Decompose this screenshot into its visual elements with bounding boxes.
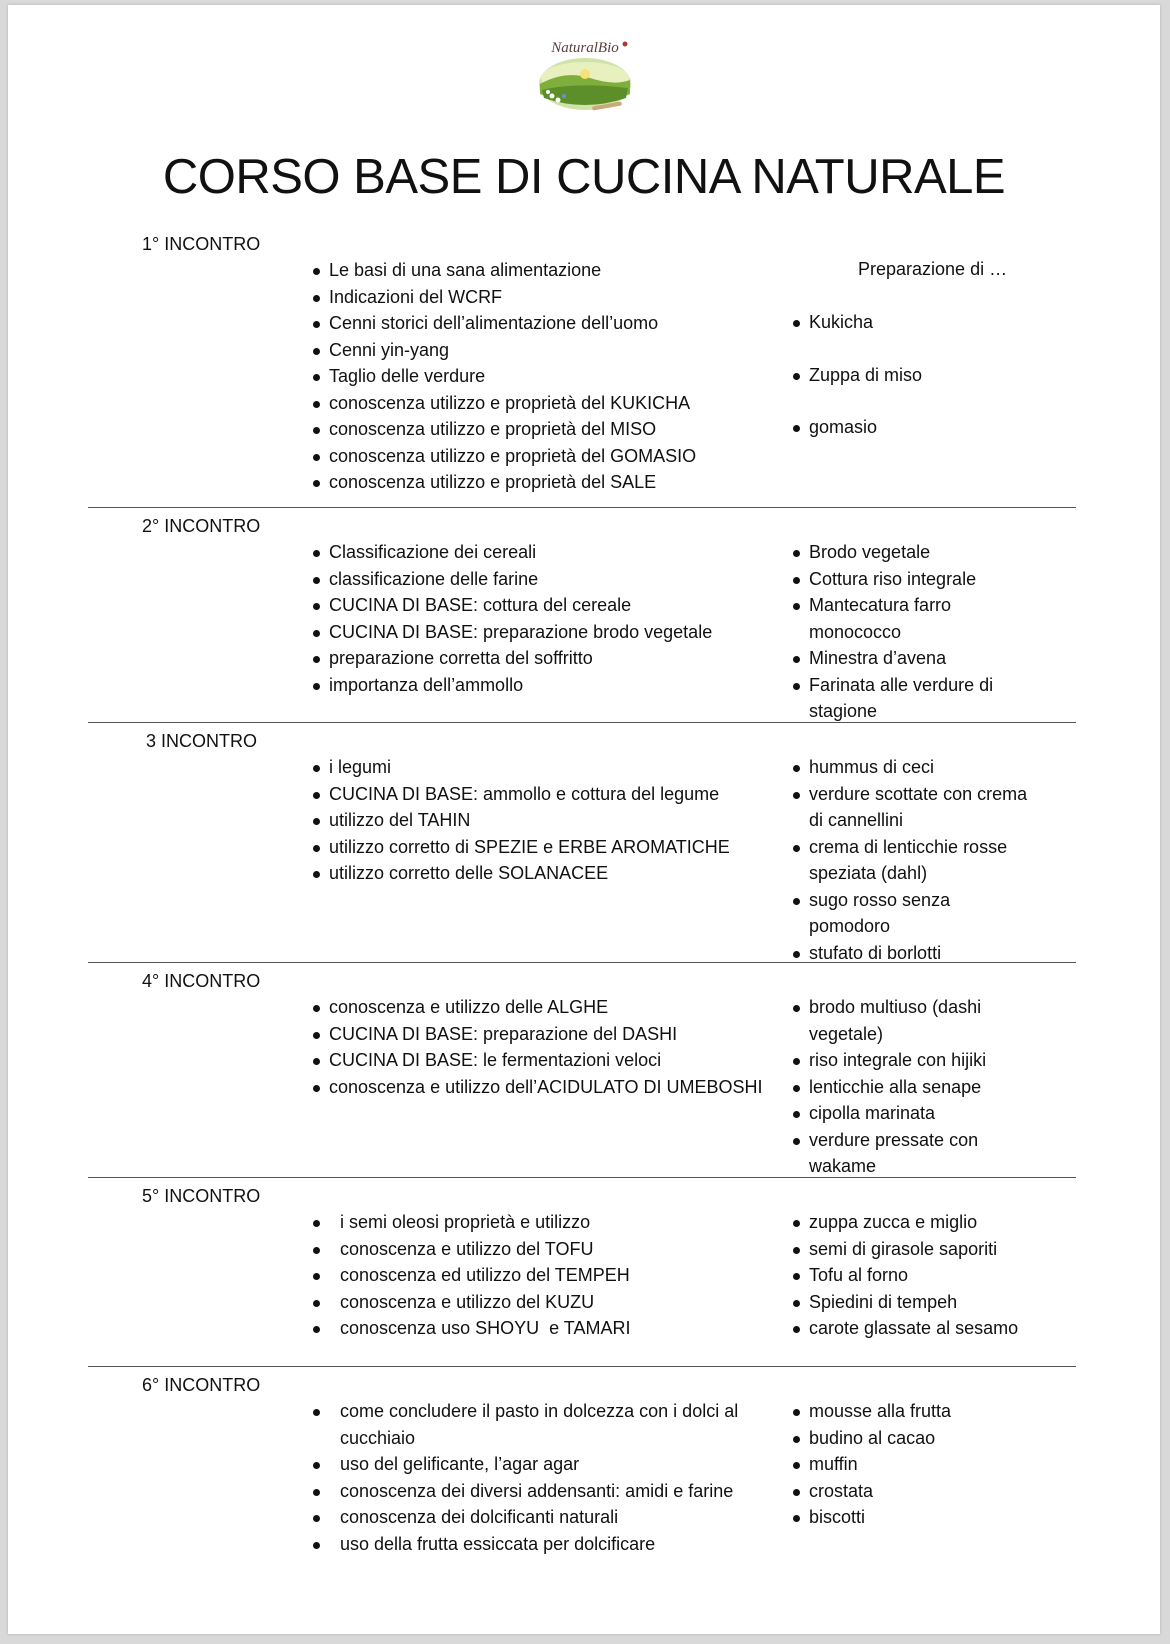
svg-text:NaturalBio: NaturalBio xyxy=(551,40,619,56)
recipe-item: Kukicha xyxy=(790,309,1030,336)
session-label: 5° INCONTRO xyxy=(142,1186,261,1206)
recipe-item: verdure pressate con wakame xyxy=(790,1127,1030,1180)
topic-item: conoscenza e utilizzo dell’ACIDULATO DI UMEBOSHI xyxy=(310,1074,763,1101)
topic-item: Classificazione dei cereali xyxy=(310,539,712,566)
recipe-item: brodo multiuso (dashi vegetale) xyxy=(790,994,1030,1047)
recipe-item: semi di girasole saporiti xyxy=(790,1236,1030,1263)
topic-item: CUCINA DI BASE: preparazione del DASHI xyxy=(310,1021,763,1048)
topic-item: classificazione delle farine xyxy=(310,566,712,593)
recipe-item: carote glassate al sesamo xyxy=(790,1315,1030,1342)
recipe-item: cipolla marinata xyxy=(790,1100,1030,1127)
topic-item: importanza dell’ammollo xyxy=(310,672,712,699)
session-label: 2° INCONTRO xyxy=(142,516,261,536)
topic-item: conoscenza e utilizzo del TOFU xyxy=(310,1236,630,1263)
divider xyxy=(88,507,1076,508)
recipe-item: Zuppa di miso xyxy=(790,362,1030,389)
logo-landscape-icon xyxy=(530,32,640,114)
topics-list xyxy=(310,1398,780,1557)
document-page xyxy=(8,5,1160,1634)
topic-item: conoscenza utilizzo e proprietà del SALE xyxy=(310,469,696,496)
recipe-item: biscotti xyxy=(790,1504,1030,1531)
divider xyxy=(88,722,1076,723)
topic-item: preparazione corretta del soffritto xyxy=(310,645,712,672)
topic-item: conoscenza e utilizzo delle ALGHE xyxy=(310,994,763,1021)
recipe-item: Brodo vegetale xyxy=(790,539,1030,566)
topic-item: Indicazioni del WCRF xyxy=(310,284,696,311)
recipes-list xyxy=(790,994,1030,1180)
topic-item: i legumi xyxy=(310,754,730,781)
topic-item: uso della frutta essiccata per dolcificare xyxy=(310,1531,780,1558)
page-title: CORSO BASE DI CUCINA NATURALE xyxy=(162,150,1006,204)
topic-item: uso del gelificante, l’agar agar xyxy=(310,1451,780,1478)
recipe-item: verdure scottate con crema di cannellini xyxy=(790,781,1030,834)
divider xyxy=(88,1366,1076,1367)
topic-item: Le basi di una sana alimentazione xyxy=(310,257,696,284)
topics-list xyxy=(310,754,730,887)
topic-item: CUCINA DI BASE: ammollo e cottura del legume xyxy=(310,781,730,808)
topic-item: conoscenza utilizzo e proprietà del KUKICHA xyxy=(310,390,696,417)
topic-item: Taglio delle verdure xyxy=(310,363,696,390)
preparation-header: Preparazione di … xyxy=(858,259,1008,279)
topic-item: utilizzo corretto delle SOLANACEE xyxy=(310,860,730,887)
topic-item: CUCINA DI BASE: le fermentazioni veloci xyxy=(310,1047,763,1074)
recipe-item: budino al cacao xyxy=(790,1425,1030,1452)
topic-item: CUCINA DI BASE: cottura del cereale xyxy=(310,592,712,619)
recipes-list xyxy=(790,1209,1030,1342)
session-label: 1° INCONTRO xyxy=(142,234,261,254)
recipe-item: zuppa zucca e miglio xyxy=(790,1209,1030,1236)
topic-item: conoscenza utilizzo e proprietà del MISO xyxy=(310,416,696,443)
topic-item: Cenni yin-yang xyxy=(310,337,696,364)
topic-item: utilizzo corretto di SPEZIE e ERBE AROMATICHE xyxy=(310,834,730,861)
topic-item: conoscenza e utilizzo del KUZU xyxy=(310,1289,630,1316)
recipe-item: gomasio xyxy=(790,414,1030,441)
topics-list xyxy=(310,1209,630,1342)
recipe-item: hummus di ceci xyxy=(790,754,1030,781)
recipe-item: riso integrale con hijiki xyxy=(790,1047,1030,1074)
topic-item: conoscenza dei diversi addensanti: amidi e farine xyxy=(310,1478,780,1505)
recipe-item: crostata xyxy=(790,1478,1030,1505)
topic-item: conoscenza dei dolcificanti naturali xyxy=(310,1504,780,1531)
recipe-item: Spiedini di tempeh xyxy=(790,1289,1030,1316)
recipe-item: crema di lenticchie rosse speziata (dahl) xyxy=(790,834,1030,887)
recipes-list xyxy=(790,754,1030,966)
recipe-item: lenticchie alla senape xyxy=(790,1074,1030,1101)
recipes-list xyxy=(790,309,1030,467)
session-label: 6° INCONTRO xyxy=(142,1375,261,1395)
recipe-item: Cottura riso integrale xyxy=(790,566,1030,593)
topic-item: conoscenza utilizzo e proprietà del GOMASIO xyxy=(310,443,696,470)
topic-item: CUCINA DI BASE: preparazione brodo vegetale xyxy=(310,619,712,646)
recipe-item: stufato di borlotti xyxy=(790,940,1030,967)
recipes-list xyxy=(790,539,1030,725)
divider xyxy=(88,1177,1076,1178)
topic-item: Cenni storici dell’alimentazione dell’uomo xyxy=(310,310,696,337)
topic-item: conoscenza ed utilizzo del TEMPEH xyxy=(310,1262,630,1289)
recipe-item: sugo rosso senza pomodoro xyxy=(790,887,1030,940)
recipes-list xyxy=(790,1398,1030,1531)
recipe-item: Farinata alle verdure di stagione xyxy=(790,672,1030,725)
topics-list xyxy=(310,539,712,698)
topic-item: come concludere il pasto in dolcezza con i dolci al cucchiaio xyxy=(310,1398,780,1451)
naturalbio-logo xyxy=(530,32,640,114)
recipe-item: mousse alla frutta xyxy=(790,1398,1030,1425)
topics-list xyxy=(310,994,763,1100)
divider xyxy=(88,962,1076,963)
session-label: 4° INCONTRO xyxy=(142,971,261,991)
recipe-item: muffin xyxy=(790,1451,1030,1478)
topic-item: i semi oleosi proprietà e utilizzo xyxy=(310,1209,630,1236)
session-label: 3 INCONTRO xyxy=(146,731,258,751)
recipe-item: Tofu al forno xyxy=(790,1262,1030,1289)
topic-item: conoscenza uso SHOYU e TAMARI xyxy=(310,1315,630,1342)
topic-item: utilizzo del TAHIN xyxy=(310,807,730,834)
recipe-item: Mantecatura farro monococco xyxy=(790,592,1030,645)
topics-list xyxy=(310,257,696,496)
recipe-item: Minestra d’avena xyxy=(790,645,1030,672)
